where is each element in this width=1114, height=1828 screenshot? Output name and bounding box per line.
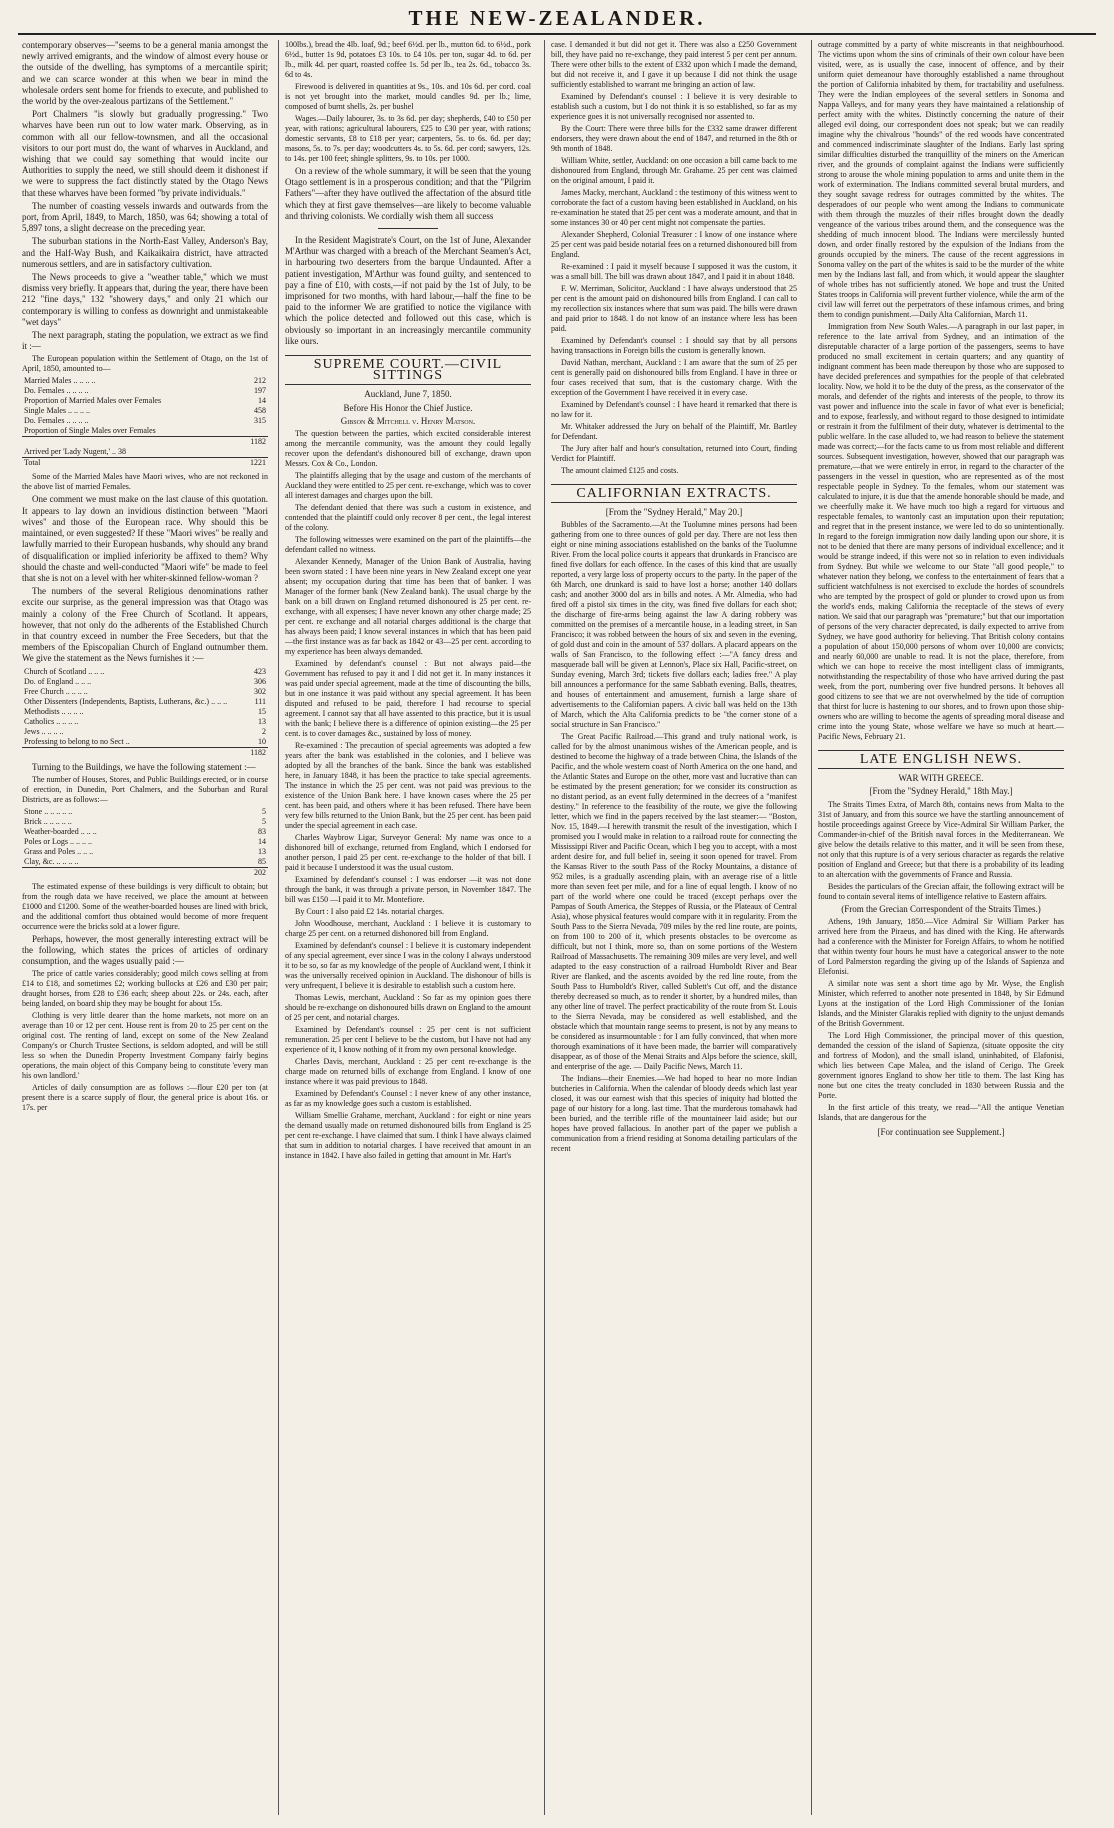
- paragraph: The Lord High Commissioner, the principal mover of this question, demanded the cession of the island of Sapienza, (situate opposite the city and fortress of Modon), and the small island, uninhabited, of Elafonisi, which lies between Cape Malea, and the island of Cerigo. The Greek government ignores England to show her title to them. The last King has none but one cites the treaty concluded in 1830 between Russia and the Porte.: [818, 1030, 1064, 1100]
- paragraph: Immigration from New South Wales.—A paragraph in our last paper, in reference to the late arrival from Sydney, and an intimation of the disreputable character of a large portion of the passengers, seems to have produced no small excitement in certain quarters; and any quantity of indignant comment has been made thereupon by those who are supposed to have decided preferences and sympathies for the people of that celebrated locality. Now, we hold it to be the duty of the press, as the conservator of the morals, and defender of the rights and interests of the people, to throw its vast power and influence into the scale in favor of what ever is beneficial; and to expose, fearlessly, and without regard to those designed to intimidate or restrain it from the fulfilment of their duty, whatever is detrimental to the public welfare. In the case alluded to, we had reason to believe the statement made was correct;—for the facts came to us from most reliable and different sources. Subsequent investigation, however, showed that our paragraph was premature,—that we were entirely in error, in regard to the character of the passengers in the vessel in question, who are represented as of the most respectable people in Sydney. To the females, whom our statement was calculated to injure, it is due that the amende honorable should be made, and we cheerfully make it. We have much too high a regard for virtuous and respectable females, to wantonly cast an imputation upon their reputation; and regret that in the present instance, we were led to do so unintentionally. In regard to the foreign immigration now daily landing upon our shore, it is not to be denied that there are many persons of individual excellence; and it would be strange indeed, if this were not so in relation to even individuals from Sydney. But while we welcome to our State "all good people," to whatever nation they belong, we confess to the entertainment of fears that a sufficient watchfulness is not exercised to exclude the hordes of scoundrels who are tempted by the prospect of gold or plunder to crowd upon us from the world's ends, making California the receptacle of the stews of every nation. We said that our paragraph was "premature;" but that our importation of persons of the very character deprecated, is daily expected to arrive from Sydney, we have good authority for believing. That British colony contains a population of about 150,000 persons of whom over 10,000 are convicts; and nearly 60,000 are unable to read. It is not the place, therefore, from which we can hope to receive the most intelligent class of immigrants, notwithstanding the respectability of those who have arrived during the past week, from the port, numbering over five hundred persons. It behoves all good citizens to see that we are not overwhelmed by the tide of corruption that thirst for lucre is hastening to our shores, and to frown upon those ship-owners who are willing to become the agents of spreading moral disease and crime into the young State, whose welfare we have so much at heart.—Pacific News, February 21.: [818, 322, 1064, 741]
- buildings-intro: The number of Houses, Stores, and Public Buildings erected, or in course of erection, in Dunedin, Port Chalmers, and the Suburban and Rural Districts, are as follows:—: [22, 774, 268, 804]
- paragraph: The next paragraph, stating the population, we extract as we find it :—: [22, 330, 268, 352]
- table-row: [22, 386, 268, 396]
- paragraph: Examined by defendant's counsel : I believe it is customary independent of any special agreement, ever since I was in the colony I always understood it to be so, so far as my knowledge of the people of Auckland went, I think it was the universally received opinion in Auckland. The dishonour of bills is very unfrequent, I believe it is desirable to establish such a custom here.: [285, 941, 531, 991]
- section-heading: LATE ENGLISH NEWS.: [818, 750, 1064, 769]
- paragraph: A similar note was sent a short time ago by Mr. Wyse, the English Minister, which referred to another note presented in 1848, by Sir Edmund Lyons at the instigation of the Lord High Commissioner of the Ionian Islands, and the Minister Glarakis replied with dignity to the unjust demands of the British Government.: [818, 978, 1064, 1028]
- paragraph: Re-examined : I paid it myself because I supposed it was the custom, it was a small bill. The bill was drawn about 1847, and I paid it in about 1848.: [551, 262, 797, 281]
- paragraph: Firewood is delivered in quantities at 9s., 10s. and 10s 6d. per cord. coal is not yet brought into the market, mould candles 9d. per lb.; lime, composed of burnt shells, 2s. per bushel: [285, 82, 531, 111]
- paragraph: Charles Waybrow Ligar, Surveyor General: My name was once to a dishonored bill of exchange, returned from England, which I endorsed for another person, I paid 25 per cent. re-exchange to the holder of that bill. I paid it because I understood it was the usual custom.: [285, 833, 531, 873]
- row-value: 458: [254, 406, 266, 416]
- paragraph: contemporary observes—"seems to be a general mania amongst the newly arrived emigrants, and the window of almost every house or the outside of the dwelling, has symptoms of a mercantile spirit; and we can scarce wonder at this when we bear in mind the wholesale orders sent home for friends to execute, and published to the world by the over-zealous partizans of the Settlement.": [22, 40, 268, 107]
- paragraph: By Court : I also paid £2 14s. notarial charges.: [295, 907, 444, 917]
- paragraph: William White, settler, Auckland: on one occasion a bill came back to me dishonoured from England, through Mr. Grahame. 25 per cent was claimed on the original amount, I paid it.: [551, 156, 797, 185]
- paragraph: Examined by Defendant's counsel : I have heard it remarked that there is no law for it.: [551, 400, 797, 419]
- masthead-rule: [18, 33, 1096, 35]
- paragraph: By the Court: There were three bills for the £332 same drawer different endorsers, they were drawn about the end of 1847, and returned in the 8th or 9th month of 1848.: [551, 124, 797, 153]
- table-row: [22, 426, 268, 437]
- row-value: 5: [262, 816, 266, 826]
- row-label: Catholics .. .. .. ..: [24, 716, 79, 726]
- row-label: Jews .. .. .. ..: [24, 726, 64, 736]
- row-value: 1182: [230, 437, 268, 448]
- paragraph: Besides the particulars of the Grecian affair, the following extract will be found to contain several items of intelligence relative to Eastern affairs.: [818, 881, 1064, 901]
- row-value: 14: [258, 396, 266, 406]
- paragraph: Turning to the Buildings, we have the following statement :—: [32, 761, 256, 772]
- table-row: [22, 396, 268, 406]
- row-label: Weather-boarded .. .. ..: [24, 826, 97, 836]
- paragraph: In the Resident Magistrate's Court, on the 1st of June, Alexander M'Arthur was charged with a breach of the Merchant Seamen's Act, in harbouring two deserters from the barque Undaunted. After a patient investigation, M'Arthur was found guilty, and sentenced to pay a fine of £10, with costs,—if not paid by the 1st of July, to be imprisoned for two months, with hard labour,—half the fine to be paid to the informer We are gratified to notice the vigilance with which the police detected and followed out this case, which is obviously so important in an increasingly mercantile community like ours.: [285, 235, 531, 346]
- population-table: [22, 376, 268, 468]
- row-value: 15: [258, 706, 266, 716]
- row-value: 306: [254, 676, 266, 686]
- row-value: 2: [262, 726, 266, 736]
- row-label: Do. Females .. .. .. ..: [24, 416, 89, 426]
- paragraph: The Indians—their Enemies.—We had hoped to hear no more Indian butcheries in California. When the calendar of bloody deeds which last year closed, it was our earnest wish that this species of iniquity had blotted the page of our history for a long. last time. That the murderous tomahawk had been buried, and the terrible rifle of the mountaineer laid aside; but our hopes have proved fallacious. In another part of the paper we publish a communication from a friend residing at Sonoma detailing particulars of the recent: [551, 1074, 797, 1154]
- row-label: Grass and Poles .. .. ..: [24, 846, 94, 856]
- paragraph: The Great Pacific Railroad.—This grand and truly national work, is called for by the almost unanimous wishes of the American people, and is destined to become the highway of a trade between China, the Islands of the Pacific, and the whole western coast of North America on the one hand, and the Atlantic States and Europe on the other, more vast and lucrative than can be estimated by the present generation; for we consider its construction as no distant period, as an event fully determined in the decrees of a "manifest destiny." In reference to the feasibility of the route, we give the following letter, which we find in the papers received by the last steamer:— "Boston, Nov. 15, 1849.—I herewith transmit the result of the investigation, which I promised you I would make in relation to a railroad route for connecting the Mississippi River and Pacific Ocean, which I beg you to accept, with a most ardent desire for, and full belief in, seeing it soon opened for travel. From the Kansas River to the south Pass of the Rocky Mountains, a distance of 952 miles, is a gradually ascending plain, with an average rise of a little more than seven feet per mile, and for a line of equal length. I know of no part of the world where one could be traced (except perhaps over the Pampas of South America, the Steppes of Russia, or the Plateaux of Central Asia), whose physical features would compare with it in regularity. From the South Pass to the Sierra Nevada, 709 miles by the red line route, are points, on from 100 to 200 of it, which presents obstacles to be overcome as difficult, but not I think, more so, than on some portions of the Western Railroad of Massachusetts. The remaining 309 miles are very level, and well adapted to the easy construction of a railroad Humboldt River and Bear River are flanked, and the ascents avoided by the red line route, from the South Pass to Humboldt's River, called Sublett's Cut off, and the distance thereby decreased so much, as to render it shorter, by a hundred miles, than any other line of travel. The perfect practicability of the route from St. Louis to the Sierra Nevada, may be considered as well established, and the obstacle which that mountain range seems to present, is not by any means to be considered as insurmountable : for I am fully convinced, that when more thorough examinations of it have been made, the barrier will comparatively disappear, as of those of the Menai Straits and Alps before the science, skill, and enterprise of the age. — Daily Pacific News, March 11.: [551, 732, 797, 1072]
- table-row: [22, 677, 268, 687]
- row-value: 423: [254, 666, 266, 676]
- table-row: [22, 737, 268, 748]
- row-label: Free Church .. .. .. ..: [24, 686, 88, 696]
- prices-paragraph: The price of cattle varies considerably; good milch cows selling at from £14 to £18, and sometimes £2; working bullocks at £26 and £30 per pair; draught horses, from £28 to £36 each; sheep about 22s. or 24s. each, after being landed, on board ship they may be bought for about 15s.: [22, 969, 268, 1009]
- column-3: [551, 40, 797, 1815]
- row-label: Single Males .. .. .. ..: [24, 406, 90, 416]
- paragraph: Examined by Defendant's counsel : I believe it is very desirable to establish such a custom, but I do not think it is so established, so far as my experience goes it is not universally recognised nor assented to.: [551, 92, 797, 121]
- paragraph: Examined by defendant's counsel : I was endorser —it was not done through the bank, it was through a private person, in November 1847. The bill was £150 —I paid it to Mr. Montefiore.: [285, 875, 531, 905]
- paragraph: The defendant denied that there was such a custom in existence, and contended that the plaintiff could only recover 8 per cent., the legal interest of the colony.: [285, 503, 531, 533]
- court-before: Before His Honor the Chief Justice.: [343, 402, 473, 413]
- case-title: Gibson & Mitchell v. Henry Matson.: [340, 415, 476, 426]
- row-label: Professing to belong to no Sect ..: [24, 736, 130, 746]
- row-label: Total: [22, 458, 230, 469]
- row-label: Clay, &c. .. .. .. ..: [24, 856, 79, 866]
- paragraph: case. I demanded it but did not get it. There was also a £250 Government bill, they have paid no re-exchange, they paid interest 5 per cent per annum. There were other bills to the extent of £332 upon which I made the demand, but did not receive it, and I gave it up because I did not think the usage sufficiently established to warrant me bringing an action of law.: [551, 40, 797, 89]
- row-value: [230, 426, 268, 437]
- row-value: 85: [258, 856, 266, 866]
- row-value: 302: [254, 686, 266, 696]
- table-row: [22, 747, 268, 758]
- table-row: [22, 406, 268, 416]
- paragraph: The numbers of the several Religious denominations rather excite our surprise, as the general impression was that Otago was mainly a colony of the Free Church of Scotland. It appears, however, that not only do the adherents of the Established Church in that country exceed in number the Free Seceders, but that the members of the Episcopalian Church of England outnumber them. We give the statement as the News furnishes it :—: [22, 586, 268, 664]
- table-row: [22, 376, 268, 386]
- row-label: Stone .. .. .. .. ..: [24, 806, 73, 816]
- paragraph: The suburban stations in the North-East Valley, Anderson's Bay, and the Half-Way Bush, and Kaikaikaira district, have attracted numerous settlers, and are in satisfactory cultivation.: [22, 236, 268, 269]
- table-row: [22, 727, 268, 737]
- paragraph: In the first article of this treaty, we read—"All the antique Venetian Islands, that are dangerous for the: [818, 1102, 1064, 1122]
- dateline: Auckland, June 7, 1850.: [364, 389, 452, 400]
- table-row: [22, 707, 268, 717]
- table-row: [22, 817, 268, 827]
- row-value: 1221: [230, 458, 268, 469]
- row-value: 1182: [230, 747, 268, 758]
- table-row: [22, 447, 268, 458]
- buildings-table: [22, 807, 268, 878]
- row-value: 197: [254, 386, 266, 396]
- table-row: [22, 847, 268, 857]
- section-heading: SUPREME COURT.—CIVIL SITTINGS: [285, 355, 531, 385]
- row-label: Married Males .. .. .. ..: [24, 376, 96, 386]
- row-value: 202: [230, 867, 268, 878]
- row-label: Proportion of Married Males over Females: [24, 396, 162, 406]
- table-row: [22, 867, 268, 878]
- paragraph: outrage committed by a party of white miscreants in that neighbourhood. The victims upon whom the sins of criminals of their own colour have been visited, were, as is usually the case, innocent of offence, and by their uniform quiet demeanour have thoroughly established a name throughout the portion of California inhabited by them, for tractability and usefulness. They were the Indian employees of the several settlers in Sonoma and Nappa Valleys, and for many years they have maintained a relationship of perfect amity with the whites. Distinctly concerning the nature of their alleged evil doing, our correspondent does not speak; but we can readily imagine why the chivalrous "hounds" of the red woods have concentrated and commenced indiscriminate slaughter of the Indians. Early last spring similar difficulties disturbed the tranquillity of the miners on the American river, and the grounds of complaint against the Indians were sufficiently strong to arouse the whole mining population to arms and unite them in the work of extermination. The Indians committed several brutal murders, and they sought savage redress for outrages committed by the whites. The desperadoes of our people who went among the Indians to communicate with them through the muzzles of their rifles brought down the deadly vengeance of the various tribes around them, and the consequence was the shedding of much innocent blood. The Indians were mercilessly hunted down, and order finally restored by the expulsion of the Indians from the grounds occupied by the miners. The cause of the recent aggressions in Sonoma valley on the part of the whites is said to be the murder of the white men by the Indians last fall, and from which, it would appear the slaughter of whole tribes has not sufficiently atoned. We hope and trust the United States troops in California will prevent further violence, while the arm of the civil law will ferret out the perpetrators of these infamous crimes, and bring them to condign punishment.—Daily Alta Californian, March 11.: [818, 40, 1064, 319]
- paragraph: The Jury after half and hour's consultation, returned into Court, finding Verdict for Plaintiff.: [551, 444, 797, 463]
- row-label: Other Dissenters (Independents, Baptists, Lutherans, &c.) .. .. ..: [24, 696, 228, 706]
- column-2: [285, 40, 531, 1815]
- paragraph: The Straits Times Extra, of March 8th, contains news from Malta to the 31st of January, and from this source we have the startling announcement of hostile proceedings against Greece by Vice-Admiral Sir William Parker, the Commander-in-chief of the British naval forces in the Mediterranean. We give below the details relative to this matter, and it will be seen from these, not only that this rupture is of a very serious character as regards the relative position of England and Greece; but that there is a probability of its leading to an altercation with the governments of France and Russia.: [818, 799, 1064, 879]
- paragraph: The amount claimed £125 and costs.: [561, 466, 679, 475]
- row-value: 315: [254, 416, 266, 426]
- source-line: (From the Grecian Correspondent of the Straits Times.): [841, 903, 1041, 914]
- articles-paragraph: Articles of daily consumption are as follows :—flour £20 per ton (at present there is a scarce supply of flour, the general price is about 16s. or 17s. per: [22, 1083, 268, 1113]
- paragraph: Thomas Lewis, merchant, Auckland : So far as my opinion goes there should be re-exchange on dishonoured bills drawn on England to the amount of 25 per cent, and notarial charges.: [285, 993, 531, 1023]
- table-row: [22, 717, 268, 727]
- population-intro: The European population within the Settlement of Otago, on the 1st of April, 1850, amounted to—: [22, 354, 268, 374]
- paragraph: The plaintiffs alleging that by the usage and custom of the merchants of Auckland they were entitled to 25 per cent. re-exchange, which was to cover all interest damages and charges upon the bill.: [285, 471, 531, 501]
- paragraph: John Woodhouse, merchant, Auckland : I believe it is customary to charge 25 per cent. on a returned dishonored bill from England.: [285, 919, 531, 939]
- religion-table: [22, 667, 268, 758]
- row-label: Do. Females .. .. .. ..: [24, 386, 89, 396]
- paragraph: Wages.—Daily labourer, 3s. to 3s 6d. per day; shepherds, £40 to £50 per year, with rations; agricultural labourers, £25 to £30 per year, with rations; domestic servants, £8 to £18 per year; carpenters, 5s. to 6s. 6d. per day; masons, 5s. to 7s. per day; woodcutters 4s. to 5s. 6d. per cord; sawyers, 12s. to 14s. per 100 feet; shingle splitters, 9s. to 10s. per 1000.: [285, 114, 531, 163]
- table-row: [22, 687, 268, 697]
- row-label: Arrived per 'Lady Nugent,' .. 38: [24, 447, 126, 457]
- paragraph: The following witnesses were examined on the part of the plaintiffs—the defendant called no witness.: [285, 535, 531, 555]
- paragraph: Mr. Whitaker addressed the Jury on behalf of the Plaintiff, Mr. Bartley for Defendant.: [551, 422, 797, 441]
- paragraph: F. W. Merriman, Solicitor, Auckland : I have always understood that 25 per cent is the amount paid on dishonoured bills from England. I can call to my recollection six instances where that sum was paid. The bills were drawn and paid prior to 1848. I do not know of an instance where less has been paid.: [551, 284, 797, 333]
- paragraph: One comment we must make on the last clause of this quotation. It appears to lay down an invidious distinction between "Maori wives" and those of the European race. Why should this be maintained, or even suggested? If these "Maori wives" be really and lawfully married to their European husbands, why should any brand of disqualification or implied inferiority be affixed to them? Why should the chaste and well-conducted "Maori wife" be made to feel that she is not on a level with her whiter-skinned fellow-woman ?: [22, 494, 268, 583]
- table-row: [22, 667, 268, 677]
- paragraph: The question between the parties, which excited considerable interest among the mercantile community, was the amount they could legally recover upon the defendant's dishonoured bill of exchange, drawn upon Messrs. Cox & Co., London.: [285, 429, 531, 469]
- row-label: Brick .. .. .. .. ..: [24, 816, 72, 826]
- paragraph: James Macky, merchant, Auckland : the testimony of this witness went to corroborate the fact of a custom having been established in Auckland, on his re-examination he stated that 25 per cent was a moderate amount, and that in some instances 30 or 40 per cent might not compensate the parties.: [551, 188, 797, 227]
- table-row: [22, 857, 268, 868]
- column-1: [22, 40, 268, 1815]
- table-row: [22, 416, 268, 426]
- paragraph: The number of coasting vessels inwards and outwards from the port, from April, 1849, to March, 1850, was 64; showing a total of 5,897 tons, a slight decrease on the preceding year.: [22, 200, 268, 234]
- paragraph: Perhaps, however, the most generally interesting extract will be the following, which states the prices of articles of ordinary consumption, and the wages usually paid :—: [22, 933, 268, 967]
- table-row: [22, 437, 268, 448]
- masthead-title: THE NEW-ZEALANDER.: [408, 6, 706, 30]
- paragraph: Port Chalmers "is slowly but gradually progressing." Two wharves have been run out to low water mark. Observing, as in common with all our fellow-townsmen, and all the occasional visitors to our port must do, the want of wharves in Auckland, and wishing that we could say something that would incite our Authorities to supply the need, we still should deem it dishonest if we were to suppress the fact distinctly stated by the Otago News that these wharves have been formed "by private individuals.": [22, 109, 268, 198]
- row-label: Proportion of Single Males over Females: [24, 426, 156, 436]
- row-value: 212: [254, 376, 266, 386]
- clothing-paragraph: Clothing is very little dearer than the home markets, not more on an average than 10 or 12 per cent. House rent is from 20 to 25 per cent on the original cost. The renting of land, except on some of the New Zealand Company's or Church Trustee Sections, is seldom adopted, and will be still less so when the Dunedin Property Investment Company fairly begins operations, the main object of this Company being to constitute 'every man his own landlord.': [22, 1011, 268, 1081]
- table-row: [22, 458, 268, 469]
- paragraph: David Nathan, merchant, Auckland : I am aware that the sum of 25 per cent is generally paid on dishonoured bills from England. I have in three or four cases received that sum, that is the customary charge. With the exception of the Government I have received it in every case.: [551, 358, 797, 397]
- population-note: Some of the Married Males have Maori wives, who are not reckoned in the above list of married Females.: [22, 472, 268, 492]
- paragraph: Re-examined : The precaution of special agreements was adopted a few years after the bank was established in the colonies, and I believe was adopted by all the branches of the bank. Since the bank was established here, in January 1848, it has been the practice to take special agreements. The instance in which the 25 per cent. was not paid was previous to the existence of the Union Bank here. I have known cases where the 25 per cent. has been paid, and others where it has been refused. There have been very few bills returned to the Union Bank, but the 25 per cent. has been paid under the special agreement in each case.: [285, 741, 531, 831]
- paragraph: William Smellie Grahame, merchant, Auckland : for eight or nine years the demand usually made on returned dishonoured bills from England is 25 per cent re-exchange. I have claimed that sum. I think I have always claimed that sum in addition to notarial charges. I have received that amount in an instance in 1842. I have also failed in getting that amount in Mr. Hart's: [285, 1111, 531, 1161]
- paragraph: Athens, 19th January, 1850.—Vice Admiral Sir William Parker has arrived here from the Piraeus, and has dined with the King. He afterwards had a conference with the Minister for Foreign Affairs, to whom he notified that within twenty four hours he must have a categorical answer to the note of Lord Palmerston regarding the giving up of the Islands of Sapienza and Elefonisi.: [818, 916, 1064, 976]
- subsection-heading: WAR WITH GREECE.: [898, 773, 984, 784]
- paragraph: On a review of the whole summary, it will be seen that the young Otago settlement is in a prosperous condition; and that the "Pilgrim Fathers"—after they have outlived the affectation of the absurd title which they at first gave themselves—are likely to become valuable and thriving colonists. We cordially wish them all success: [285, 166, 531, 221]
- buildings-note: The estimated expense of these buildings is very difficult to obtain; but from the rough data we have received, we place the amount at between £1000 and £1200. Some of the weather-boarded houses are lined with brick, and the additional comfort thus obtained would become of more frequent occurrence were the bricks sold at a lower figure.: [22, 881, 268, 931]
- row-label: Church of Scotland .. .. ..: [24, 666, 105, 676]
- continuation-note: [For continuation see Supplement.]: [877, 1126, 1005, 1137]
- column-4: [818, 40, 1064, 1815]
- row-value: 5: [262, 806, 266, 816]
- paragraph: Examined by Defendant's counsel : 25 per cent is not sufficient remuneration. 25 per cent I believe to be the custom, but I have not had any experience of it, I know nothing of it from my own personal knowledge.: [285, 1025, 531, 1055]
- paragraph: Bubbles of the Sacramento.—At the Tuolumne mines persons had been gathering from one to three ounces of gold per day. There are not less then eight or nine mining associations established on the banks of the Tuolumne River. From the local police courts it appears that drunkards in Francisco are fined five dollars for each offence. In the cases of this kind that are usually reported, a very large loss of property occurs to the party. In the paper of the 6th March, one drunkard is said to have lost a horse; another 140 dollars cash; and another 3000 dol ars in bills and notes. A Mr. Almedia, who had fired off a pistol six times in the city, was fined five dollars for each shot; the discharge of fire-arms being against the law A daring robbery was committed on the premises of a mercantile house, in a leading street, in San Francisco; it was robbed between the hours of six and seven in the evening, of gold dust and coin in the amount of 537 dollars. A placard appears on the walls of San Francisco, to the following effect :—"A fancy dress and masquerade ball will be given at Lennon's, Place six Hall, Pacific-street, on Sunday evening, March 3rd; tickets five dollars each; ladies free." A play bill announces a performance for the same Sabbath evening. Balls, theatres, and houses of entertainment and amusement, furnish a large share of advertisements to the Californian papers. A civic ball was held on the 13th of March, which the Alta California predicts to be "the corner stone of a social structure in San Francisco.": [551, 520, 797, 730]
- row-label: Poles or Logs .. .. .. ..: [24, 836, 92, 846]
- paragraph: Alexander Shepherd, Colonial Treasurer : I know of one instance where 25 per cent was paid beside notarial fees on a returned dishonoured bill from England.: [551, 230, 797, 259]
- column-divider: [544, 40, 545, 1815]
- paragraph: Examined by Defendant's Counsel : I never knew of any other instance, as far as my knowledge goes such a custom is established.: [285, 1089, 531, 1109]
- row-value: 13: [258, 846, 266, 856]
- row-value: 83: [258, 826, 266, 836]
- paragraph: 100lbs.), bread the 4lb. loaf, 9d.; beef 6½d. per lb., mutton 6d. to 6½d., pork 6½d., butter 1s 9d, potatoes £3 10s. to £4 10s. per ton, sugar 4d. to 6d. per lb., milk 4d. per quart, roasted coffee 1s. 5d per lb., tea 2s. 6d., tobacco 3s. 6d to 4s.: [285, 40, 531, 79]
- paragraph: Alexander Kennedy, Manager of the Union Bank of Australia, having been sworn stated : I have been nine years in New Zealand except one year absent; my occupation during that time has been that of banker. I was Manager of the former bank (New Zealand bank). The usual charge by the bank on a bill drawn on England returned dishonoured is 25 per cent. re-exchange, with all expenses; I have never known any other charge made; 25 per cent. re exchange and all notarial charges additional is the charge that has always been paid; I know several instances in which that has been paid—the first instance was as far back as 1842 or 43—25 per cent. according to my experience has been always demanded.: [285, 557, 531, 657]
- source-line: [From the "Sydney Herald," 18th May.]: [869, 786, 1013, 797]
- row-value: 111: [254, 696, 266, 706]
- paragraph: Examined by Defendant's counsel : I should say that by all persons having transactions in Foreign bills the custom is generally known.: [551, 336, 797, 355]
- table-row: [22, 697, 268, 707]
- row-value: 10: [258, 736, 266, 746]
- row-label: Methodists .. .. .. ..: [24, 706, 84, 716]
- row-label: Do. of England .. .. ..: [24, 676, 92, 686]
- paragraph: Examined by defendant's counsel : But not always paid—the Government has refused to pay it and I did not get it. In many instances it was paid under special agreement, made at the time of discounting the bills, but in one instance it was paid without any special agreement. It has been disputed and refused to be paid, therefore I had recourse to special agreement. I cannot say that all have assented to this practice, but it is usual with the bank; I believe there is a difference of opinion existing—the 25 per cent. is to cover damages &c., sustained by loss of money.: [285, 659, 531, 739]
- source-line: [From the "Sydney Herald," May 20.]: [605, 507, 743, 518]
- column-divider: [811, 40, 812, 1815]
- paragraph: Charles Davis, merchant, Auckland : 25 per cent re-exchange is the charge made on returned bills of exchange from England. I know of one instance where it was paid previous to 1848.: [285, 1057, 531, 1087]
- row-value: 13: [258, 716, 266, 726]
- table-row: [22, 837, 268, 847]
- row-value: 14: [258, 836, 266, 846]
- table-row: [22, 807, 268, 817]
- paragraph: The News proceeds to give a "weather table," which we must dismiss very briefly. It appears that, during the year, there have been 212 "fine days," 132 "showery days," and only 21 which our contemporary is willing to confess as downright and unmistakeable "wet days": [22, 272, 268, 327]
- masthead: [0, 0, 1114, 34]
- section-rule: [378, 228, 438, 229]
- table-row: [22, 827, 268, 837]
- section-heading: CALIFORNIAN EXTRACTS.: [551, 484, 797, 503]
- column-divider: [278, 40, 279, 1815]
